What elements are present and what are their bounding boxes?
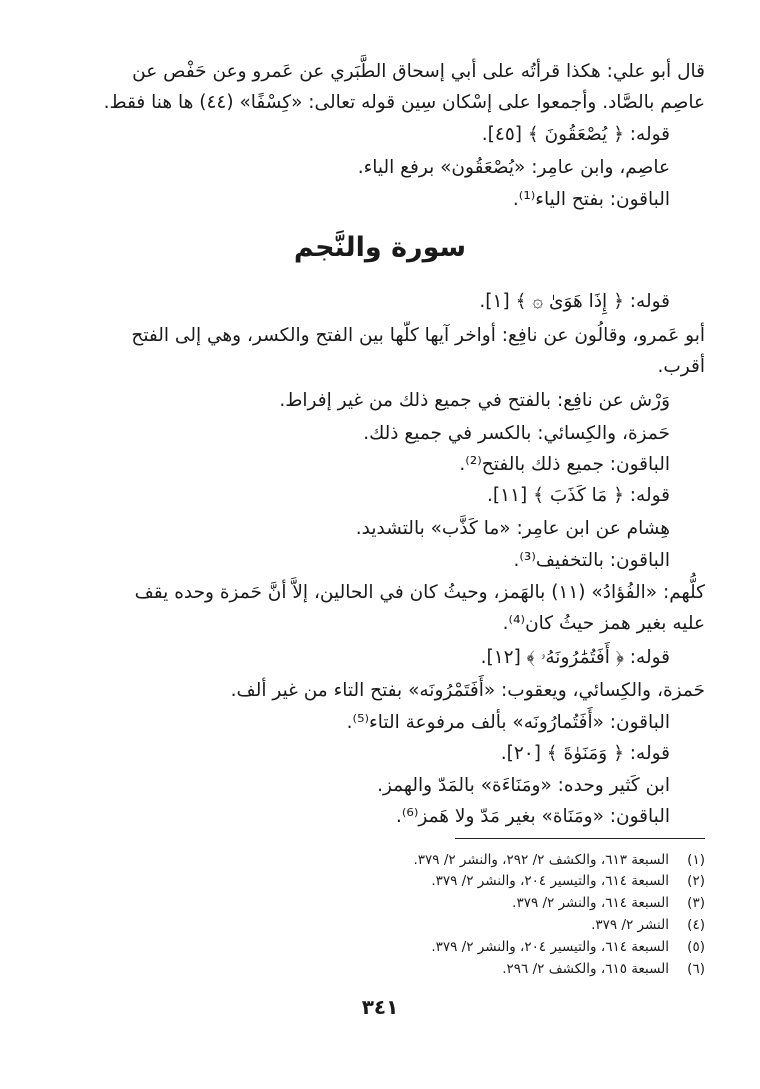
footnote <box>502 959 705 980</box>
text-line: هِشام عن ابن عامِر: «ما كَذَّب» بالتشديد. <box>355 518 670 539</box>
text-line: كلُّهم: «الفُؤادُ» (١١) بالهَمز، وحيثُ كان في الحالين، إلاَّ أنَّ حَمزة وحده يقف <box>134 582 705 603</box>
footnote-text: السبعة ٦١٤، والتيسير ٢٠٤، والنشر ٢/ ٣٧٩. <box>431 873 669 889</box>
footnote-number: (١) <box>687 852 705 868</box>
footnote <box>591 915 705 936</box>
text-line: حَمزة، والكِسائي: بالكسر في جميع ذلك. <box>363 423 670 444</box>
text-line: ابن كَثير وحده: «ومَنَاءَة» بالمَدّ والهمز. <box>377 775 670 796</box>
footnote-text: السبعة ٦١٣، والكشف ٢/ ٢٩٢، والنشر ٢/ ٣٧٩. <box>413 852 669 868</box>
footnote-number: (٣) <box>687 895 705 911</box>
text-line: الباقون: بفتح الياء⁽¹⁾. <box>512 189 670 210</box>
text-line: وَرْش عن نافِع: بالفتح في جميع ذلك من غير إفراط. <box>279 390 670 411</box>
verse-heading: قوله: ﴿ إِذَا هَوَىٰ ۞ ﴾ [١]. <box>479 291 670 312</box>
verse-heading: قوله: ﴿ مَا كَذَبَ ﴾ [١١]. <box>487 485 670 506</box>
footnote-number: (٥) <box>687 939 705 955</box>
text-line: أقرب. <box>657 356 705 377</box>
text-line: أبو عَمرو، وقالُون عن نافِع: أواخر آيها كلّها بين الفتح والكسر، وهي إلى الفتح <box>131 325 705 346</box>
footnote-number: (٦) <box>687 961 705 977</box>
text-line: قال أبو علي: هكذا قرأتُه على أبي إسحاق الطَّبَري عن عَمرو وعن حَفْص عن <box>132 61 705 82</box>
footnote-number: (٤) <box>687 917 705 933</box>
footnote-text: السبعة ٦١٤، والنشر ٢/ ٣٧٩. <box>512 895 669 911</box>
verse-heading: قوله: ﴿ وَمَنَوٰةَ ﴾ [٢٠]. <box>500 743 670 764</box>
page-number: ٣٤١ <box>361 995 399 1019</box>
footnote <box>512 893 705 914</box>
text-line: الباقون: «أَفَتُمارُونَه» بألف مرفوعة التاء⁽⁵⁾. <box>346 712 670 733</box>
footnote-text: النشر ٢/ ٣٧٩. <box>591 917 669 933</box>
verse-heading: قوله: ﴿ أَفَتُمَٰرُونَهُۥ ﴾ [١٢]. <box>480 647 670 668</box>
text-line: الباقون: جميع ذلك بالفتح⁽²⁾. <box>459 454 670 475</box>
text-line: حَمزة، والكِسائي، ويعقوب: «أَفَتَمْرُونَه» بفتح التاء من غير ألف. <box>230 680 705 701</box>
footnote-number: (٢) <box>687 873 705 889</box>
footnote <box>431 937 705 958</box>
text-line: عاصِم، وابن عامِر: «يُصْعَقُون» برفع الياء. <box>357 157 670 178</box>
footnote-text: السبعة ٦١٥، والكشف ٢/ ٢٩٦. <box>502 961 669 977</box>
verse-heading: قوله: ﴿ يُصْعَقُونَ ﴾ [٤٥]. <box>481 124 670 145</box>
footnote-divider <box>455 838 705 839</box>
text-line: الباقون: بالتخفيف⁽³⁾. <box>513 550 670 571</box>
text-line: عليه بغير همز حيثُ كان⁽⁴⁾. <box>502 613 705 634</box>
footnote <box>431 871 705 892</box>
text-line: الباقون: «ومَنَاة» بغير مَدّ ولا هَمز⁽⁶⁾. <box>395 806 670 827</box>
surah-title: سورة والنَّجم <box>293 232 467 263</box>
text-line: عاصِم بالصَّاد. وأجمعوا على إسْكان سِين قوله تعالى: «كِسْفًا» (٤٤) ها هنا فقط. <box>103 92 705 113</box>
footnote <box>413 850 705 871</box>
footnote-text: السبعة ٦١٤، والتيسير ٢٠٤، والنشر ٢/ ٣٧٩. <box>431 939 669 955</box>
